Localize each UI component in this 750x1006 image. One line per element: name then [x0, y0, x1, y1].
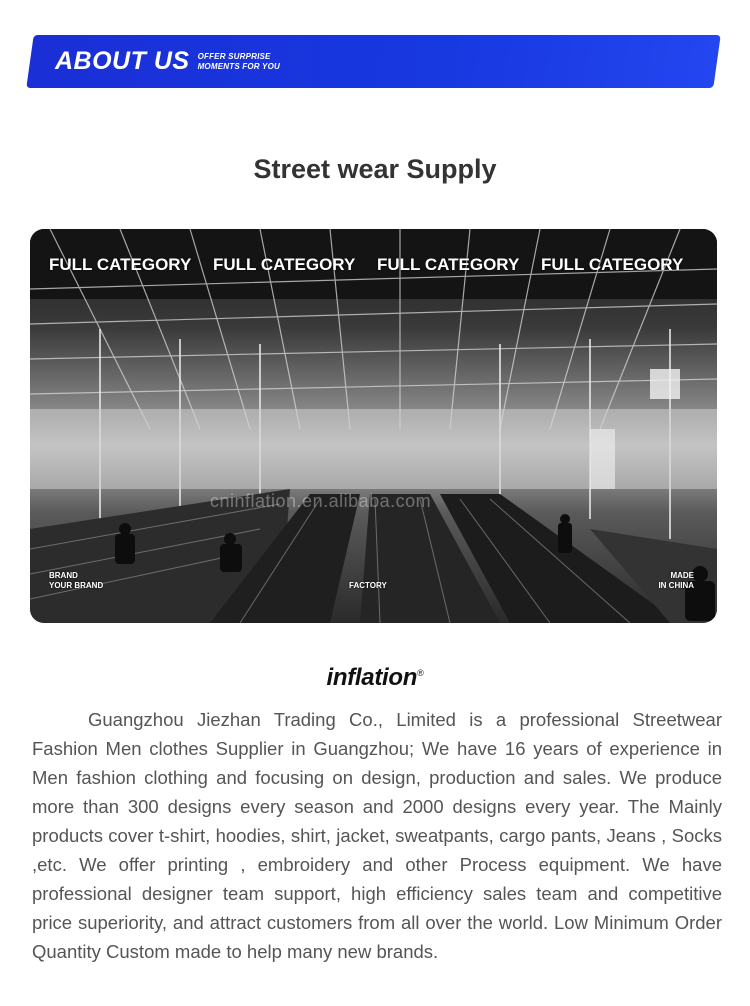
caption-brand — [49, 571, 103, 591]
category-label: FULL CATEGORY — [213, 255, 356, 274]
banner-content — [55, 35, 280, 88]
brand-logo-text: inflation — [326, 664, 418, 691]
caption-brand-line1: BRAND — [49, 571, 78, 580]
caption-brand-line2: YOUR BRAND — [49, 581, 104, 590]
watermark: cninflation.en.alibaba.com — [210, 491, 432, 511]
category-label: FULL CATEGORY — [541, 255, 684, 274]
category-row — [49, 255, 705, 275]
caption-factory: FACTORY — [349, 581, 387, 590]
factory-photo — [30, 229, 717, 623]
company-description: Guangzhou Jiezhan Trading Co., Limited is a professional Streetwear Fashion Men clothes Supplier in Guangzhou; We have 16 years of experience in Men fashion clothing and focusing on design, production and sales. We produce more than 300 designs every season and 2000 designs every year. The Mainly products cover t-shirt, hoodies, shirt, jacket, sweatpants, cargo pants, Jeans , Socks ,etc. We offer printing , embroidery and other Process equipment. We have professional designer team support, high efficiency sales team and competitive price superiority, and attract customers from all over the world. Low Minimum Order Quantity Custom made to help many new brands. — [32, 709, 722, 962]
registered-mark: ® — [417, 668, 424, 678]
caption-made-line1: MADE — [670, 571, 694, 580]
banner-title: ABOUT US — [55, 47, 190, 75]
section-title: Street wear Supply — [253, 154, 497, 184]
category-label: FULL CATEGORY — [49, 255, 192, 274]
banner-subtitle-line2: MOMENTS FOR YOU — [197, 61, 280, 71]
category-label: FULL CATEGORY — [377, 255, 520, 274]
banner-subtitle-line1: OFFER SURPRISE — [197, 51, 271, 61]
caption-made-in-china — [658, 571, 694, 591]
factory-illustration — [30, 229, 717, 623]
brand-logo — [0, 664, 750, 692]
caption-made-line2: IN CHINA — [658, 581, 694, 590]
banner-subtitle — [198, 52, 280, 72]
